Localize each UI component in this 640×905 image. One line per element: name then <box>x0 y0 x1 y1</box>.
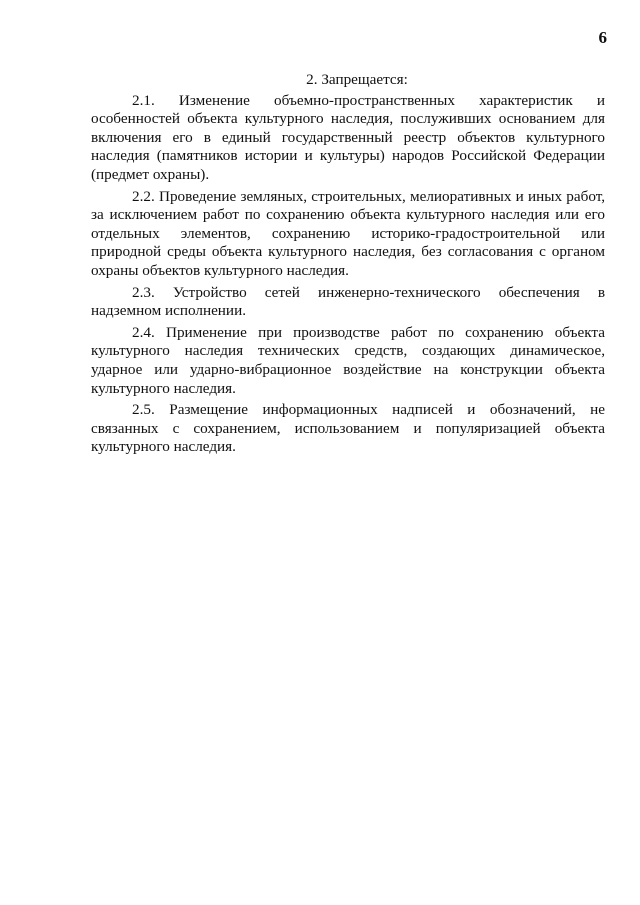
clause-2-4: 2.4. Применение при производстве работ по сохранению объекта культурного наследия технических средств, создающих динамическое, ударное или ударно-вибрационное воздействие на конструкции объекта культурного наследия. <box>91 323 605 397</box>
clause-2-5: 2.5. Размещение информационных надписей и обозначений, не связанных с сохранением, использованием и популяризацией объекта культурного наследия. <box>91 401 605 456</box>
clause-2-2: 2.2. Проведение земляных, строительных, мелиоративных и иных работ, за исключением работ по сохранению объекта культурного наследия или его отдельных элементов, сохранению историко-градостроительной или природной среды объекта культурного наследия, без согласования с органом охраны объектов культурного наследия. <box>91 187 605 279</box>
clause-2-1: 2.1. Изменение объемно-пространственных характеристик и особенностей объекта культурного наследия, послуживших основанием для включения его в единый государственный реестр объектов культурного наследия (памятников истории и культуры) народов Российской Федерации (предмет охраны). <box>91 91 605 183</box>
document-body <box>91 71 605 460</box>
page-number: 6 <box>598 28 607 47</box>
clause-2-3: 2.3. Устройство сетей инженерно-технического обеспечения в надземном исполнении. <box>91 283 605 320</box>
section-heading: 2. Запрещается: <box>306 71 408 88</box>
